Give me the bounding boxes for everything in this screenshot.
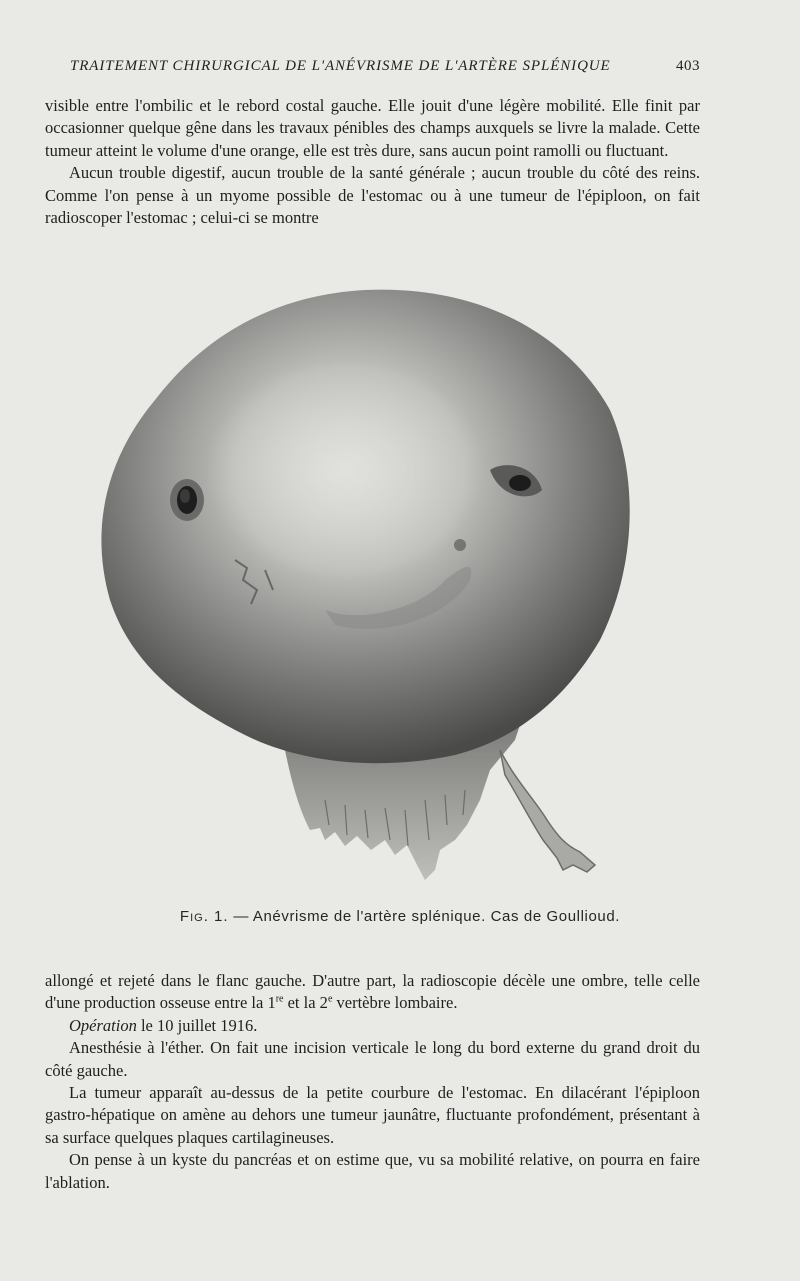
paragraph (45, 1015, 700, 1037)
paragraph: visible entre l'ombilic et le rebord costal gauche. Elle jouit d'une légère mobilité. Elle finit par occasionner quelque gêne dans les travaux pénibles des champs auxquels se livre la malade. Cette tumeur atteint le volume d'une orange, elle est très dure, sans aucun point ramolli ou fluctuant. (45, 96, 700, 160)
superscript: e (327, 993, 333, 1005)
text-run: allongé et rejeté dans le flanc gauche. D'autre part, la radioscopie décèle une ombre, telle celle d'une production osseuse entre la 1 (45, 971, 700, 1013)
paragraph (45, 970, 700, 1015)
paragraph: La tumeur apparaît au-dessus de la petite courbure de l'estomac. En dilacérant l'épiploon gastro-hépatique on amène au dehors une tumeur jaunâtre, fluctuante profondément, présentant à sa surface quelques plaques cartilagineuses. (45, 1083, 700, 1147)
running-head (70, 58, 700, 75)
figure-aneurysm-illustration (95, 280, 635, 900)
running-title: TRAITEMENT CHIRURGICAL DE L'ANÉVRISME DE L'ARTÈRE SPLÉNIQUE (70, 58, 611, 74)
aneurysm-drawing (95, 280, 635, 900)
paragraph: On pense à un kyste du pancréas et on estime que, vu sa mobilité relative, on pourra en faire l'ablation. (45, 1150, 700, 1192)
vessel-opening-left (170, 479, 204, 521)
text-run: le 10 juillet 1916. (136, 1015, 258, 1035)
superscript: re (275, 993, 284, 1005)
top-text-block (45, 95, 700, 229)
bottom-text-block (45, 970, 700, 1194)
paragraph: Anesthésie à l'éther. On fait une incision verticale le long du bord externe du grand droit du côté gauche. (45, 1038, 700, 1080)
paragraph: Aucun trouble digestif, aucun trouble de la santé générale ; aucun trouble du côté des reins. Comme l'on pense à un myome possible de l'estomac ou à une tumeur de l'épiploon, on fait radioscoper l'estomac ; celui-ci se montre (45, 163, 700, 228)
text-run: vertèbre lombaire. (332, 993, 458, 1013)
figure-caption (0, 908, 800, 925)
italic-term: Opération (69, 1015, 137, 1035)
page-number: 403 (676, 58, 700, 74)
text-run: et la 2 (283, 993, 328, 1013)
figure-label: Fig. 1. (179, 908, 229, 925)
caption-text: — Anévrisme de l'artère splénique. Cas de Goullioud. (228, 908, 621, 925)
